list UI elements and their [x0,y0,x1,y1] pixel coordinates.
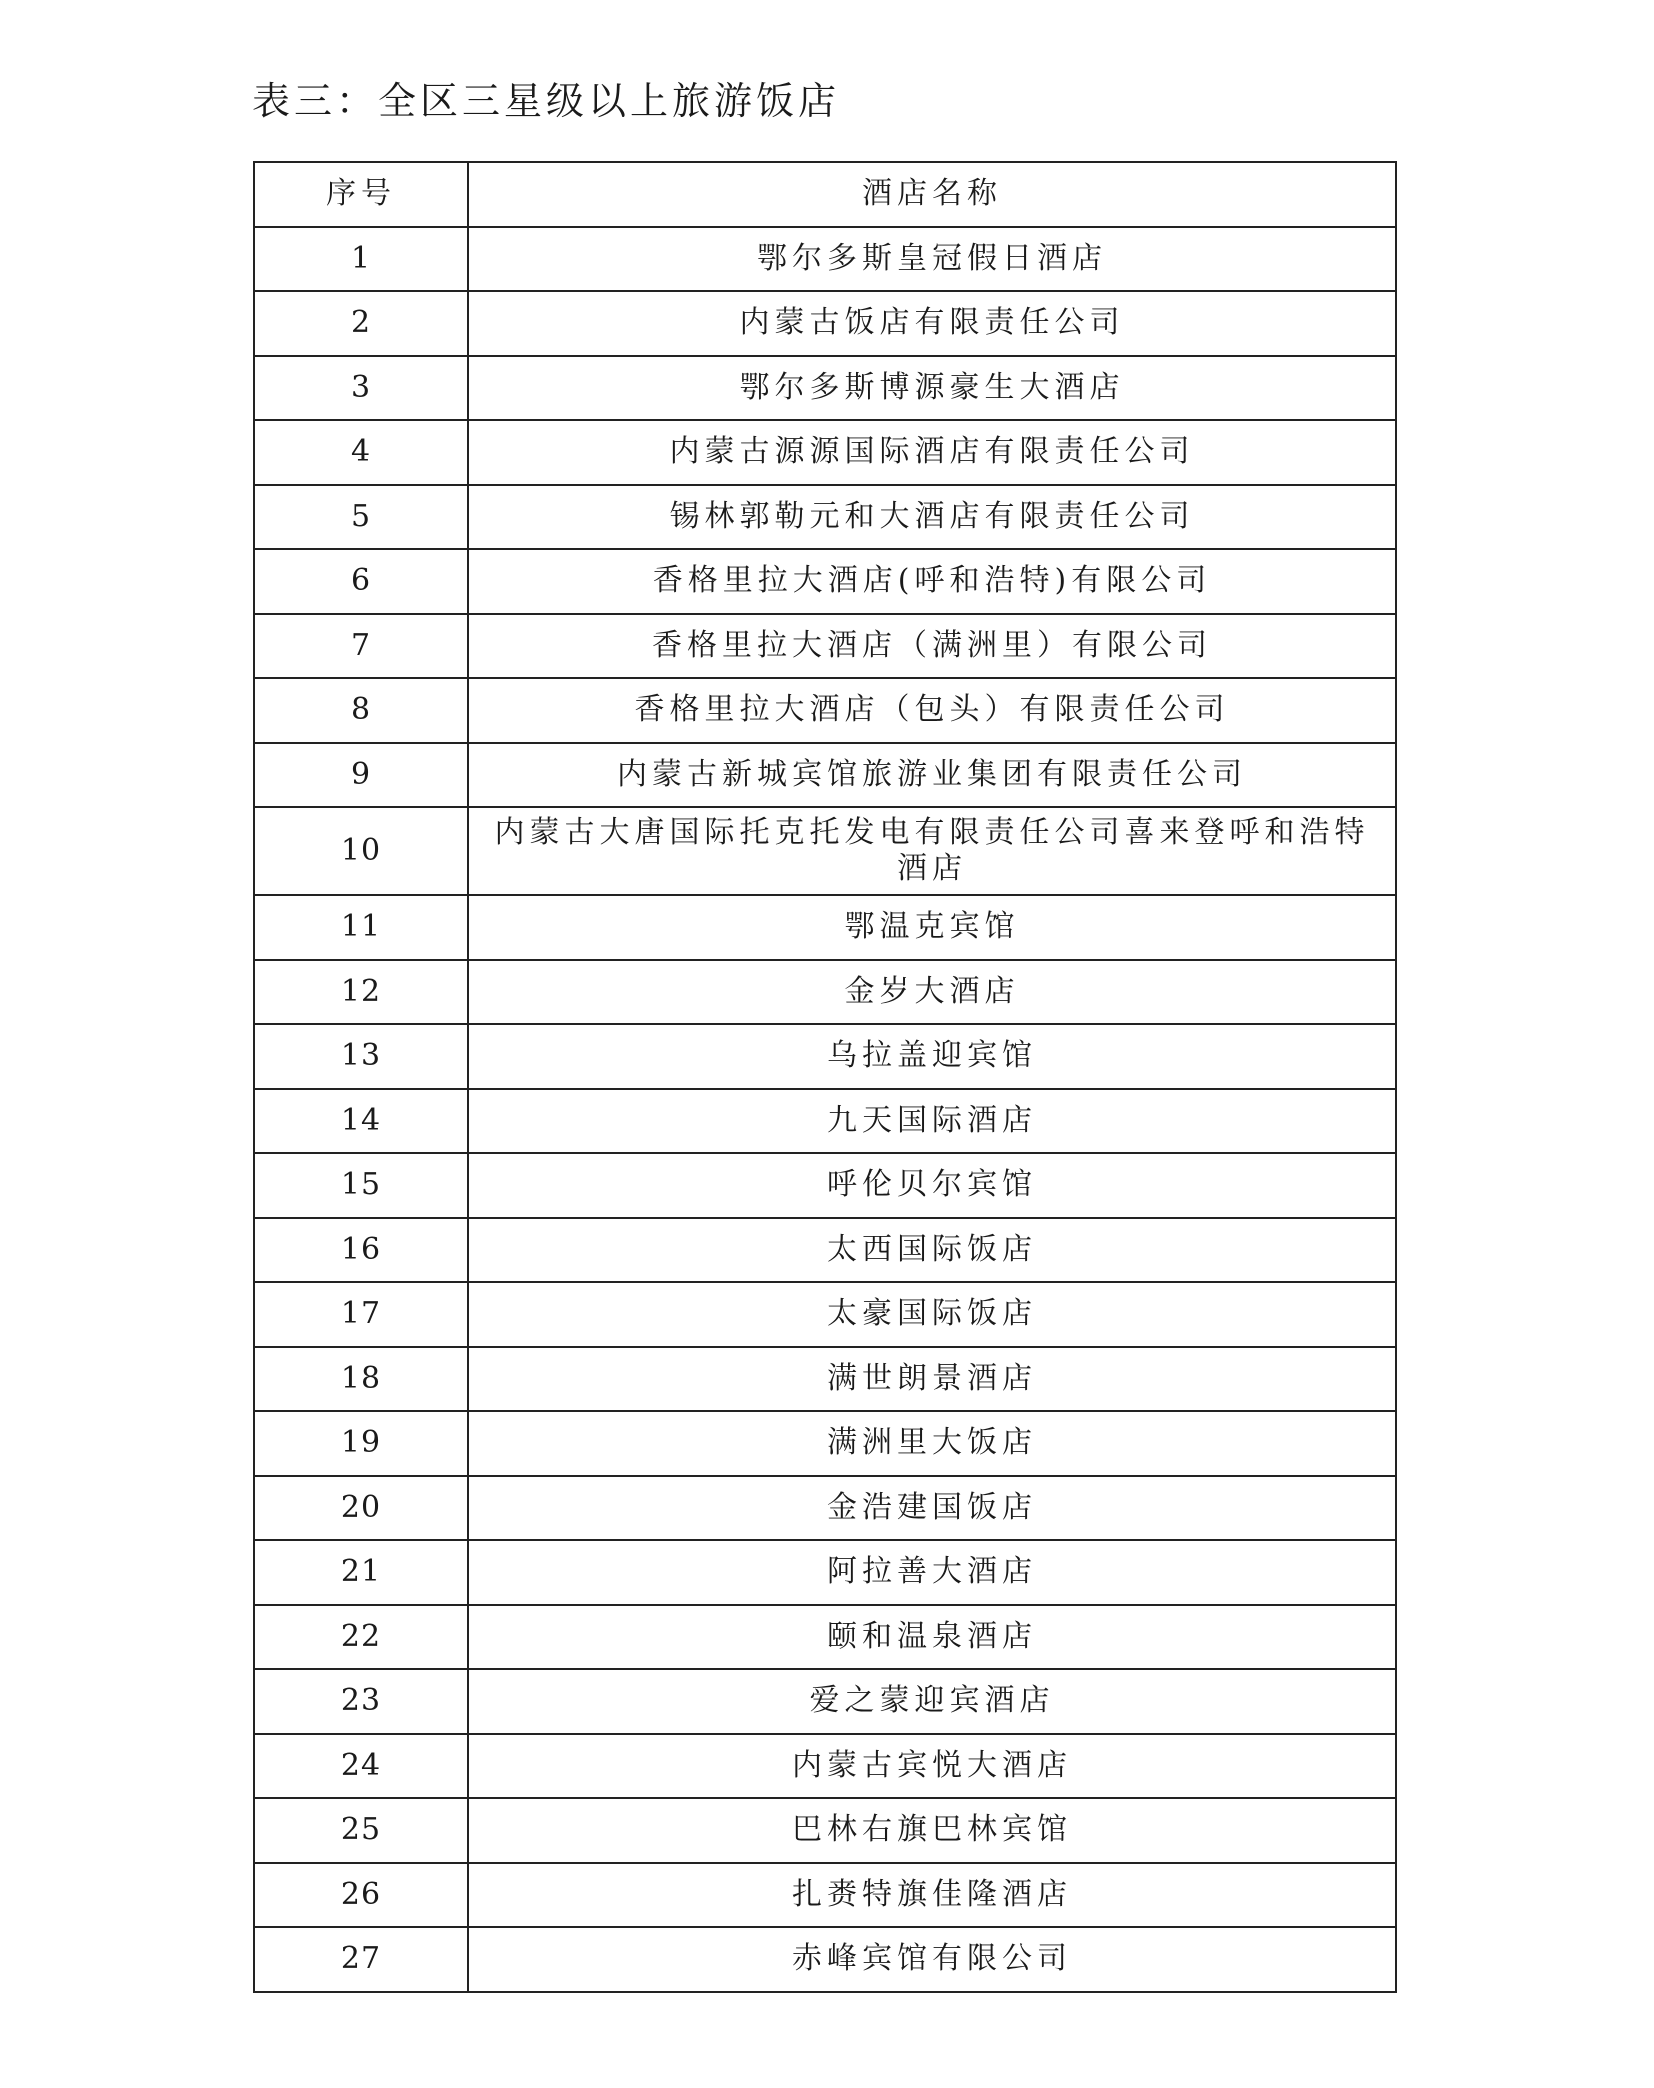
row-number: 5 [254,485,468,550]
row-number: 11 [254,895,468,960]
table-row [254,1411,1396,1476]
table-row [254,1734,1396,1799]
row-number: 20 [254,1476,468,1541]
table-row [254,895,1396,960]
table-row [254,549,1396,614]
hotel-name: 内蒙古新城宾馆旅游业集团有限责任公司 [468,743,1396,808]
hotel-name: 内蒙古源源国际酒店有限责任公司 [468,420,1396,485]
row-number: 10 [254,807,468,895]
row-number: 15 [254,1153,468,1218]
hotel-name: 阿拉善大酒店 [468,1540,1396,1605]
table-row [254,420,1396,485]
table-row [254,485,1396,550]
hotel-name: 金浩建国饭店 [468,1476,1396,1541]
hotel-name: 颐和温泉酒店 [468,1605,1396,1670]
hotel-name: 赤峰宾馆有限公司 [468,1927,1396,1992]
page-title: 表三：全区三星级以上旅游饭店 [252,79,841,123]
table-row [254,1540,1396,1605]
row-number: 13 [254,1024,468,1089]
row-number: 8 [254,678,468,743]
table-row [254,1798,1396,1863]
hotel-name: 香格里拉大酒店（满洲里）有限公司 [468,614,1396,679]
table-row [254,1605,1396,1670]
row-number: 1 [254,227,468,292]
hotel-name: 满洲里大饭店 [468,1411,1396,1476]
hotel-name: 太豪国际饭店 [468,1282,1396,1347]
header-number: 序号 [254,162,468,227]
hotel-name: 呼伦贝尔宾馆 [468,1153,1396,1218]
row-number: 19 [254,1411,468,1476]
hotel-name: 内蒙古饭店有限责任公司 [468,291,1396,356]
table-row [254,1863,1396,1928]
table-row [254,227,1396,292]
row-number: 24 [254,1734,468,1799]
table-row [254,678,1396,743]
row-number: 3 [254,356,468,421]
row-number: 25 [254,1798,468,1863]
hotel-name: 太西国际饭店 [468,1218,1396,1283]
hotel-table [253,161,1397,1993]
hotel-name: 香格里拉大酒店（包头）有限责任公司 [468,678,1396,743]
row-number: 23 [254,1669,468,1734]
row-number: 7 [254,614,468,679]
table-row [254,1669,1396,1734]
row-number: 26 [254,1863,468,1928]
hotel-name: 内蒙古宾悦大酒店 [468,1734,1396,1799]
table-row [254,614,1396,679]
table-row [254,291,1396,356]
row-number: 6 [254,549,468,614]
row-number: 22 [254,1605,468,1670]
table-row [254,807,1396,895]
hotel-name: 金岁大酒店 [468,960,1396,1025]
hotel-name: 巴林右旗巴林宾馆 [468,1798,1396,1863]
table-row [254,1218,1396,1283]
row-number: 9 [254,743,468,808]
hotel-name: 爱之蒙迎宾酒店 [468,1669,1396,1734]
table-row [254,1476,1396,1541]
row-number: 21 [254,1540,468,1605]
hotel-name: 扎赉特旗佳隆酒店 [468,1863,1396,1928]
hotel-name: 鄂尔多斯博源豪生大酒店 [468,356,1396,421]
hotel-name: 鄂尔多斯皇冠假日酒店 [468,227,1396,292]
hotel-name: 鄂温克宾馆 [468,895,1396,960]
table-row [254,1927,1396,1992]
row-number: 12 [254,960,468,1025]
table-row [254,960,1396,1025]
row-number: 18 [254,1347,468,1412]
row-number: 27 [254,1927,468,1992]
table-row [254,1153,1396,1218]
table-row [254,1282,1396,1347]
row-number: 16 [254,1218,468,1283]
table-row [254,356,1396,421]
hotel-name: 香格里拉大酒店(呼和浩特)有限公司 [468,549,1396,614]
header-hotel-name: 酒店名称 [468,162,1396,227]
row-number: 2 [254,291,468,356]
hotel-name: 九天国际酒店 [468,1089,1396,1154]
row-number: 14 [254,1089,468,1154]
hotel-name: 内蒙古大唐国际托克托发电有限责任公司喜来登呼和浩特酒店 [468,807,1396,895]
table-row [254,1024,1396,1089]
row-number: 4 [254,420,468,485]
hotel-name: 满世朗景酒店 [468,1347,1396,1412]
table-row [254,1347,1396,1412]
hotel-name: 乌拉盖迎宾馆 [468,1024,1396,1089]
table-row [254,1089,1396,1154]
row-number: 17 [254,1282,468,1347]
table-row [254,743,1396,808]
table-header-row [254,162,1396,227]
hotel-name: 锡林郭勒元和大酒店有限责任公司 [468,485,1396,550]
